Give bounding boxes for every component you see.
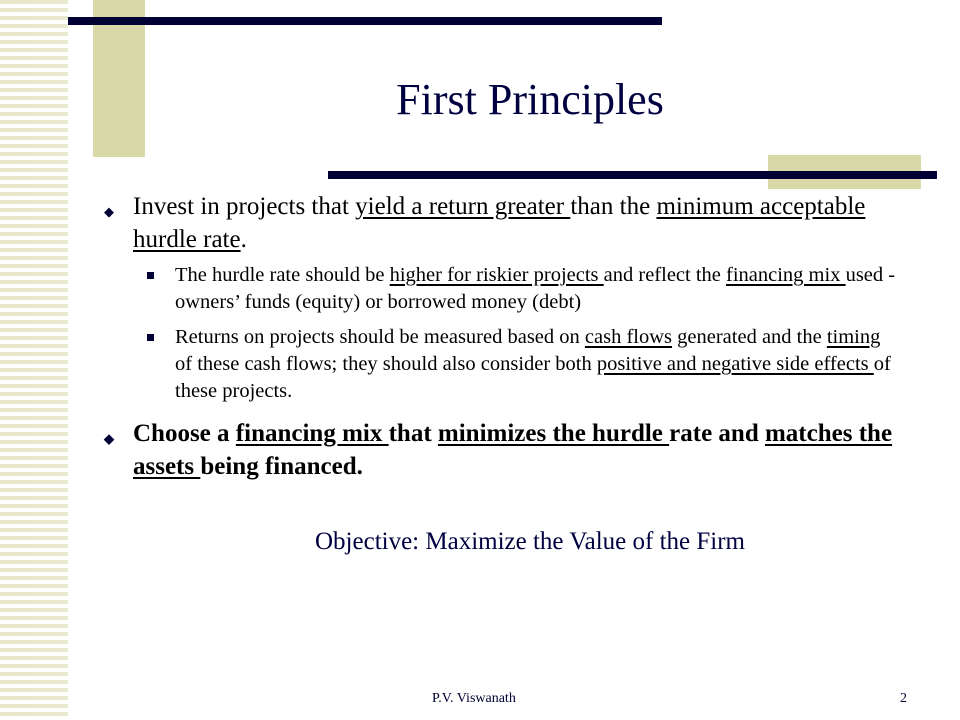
underlined-text: financing mix [726,264,846,286]
text-run: Returns on projects should be measured based on [175,326,585,348]
decorative-line-right [328,171,937,179]
decorative-line-top [68,17,662,25]
sub-bullet-item [100,324,900,405]
underlined-text: minimizes the hurdle [437,420,670,447]
diamond-bullet-icon: ◆ [104,431,114,446]
text-run: The hurdle rate should be [175,264,390,286]
bullet-item [100,417,900,483]
text-run: generated and the [672,326,827,348]
diamond-bullet-icon: ◆ [104,204,114,219]
text-run: and reflect the [603,264,727,286]
bullet-item [100,190,900,256]
underlined-text: minimum acceptable hurdle rate [133,193,866,253]
text-run: being financed. [200,453,363,480]
square-bullet-icon [147,272,154,279]
underlined-text: financing mix [235,420,389,447]
underlined-text: cash flows [584,326,673,348]
text-run: rate and [669,420,765,447]
text-run: Choose a [133,420,236,447]
page-number: 2 [900,691,907,706]
text-run: . [240,226,247,253]
text-run: used - owners’ funds (equity) or borrowed money (debt) [175,264,896,313]
slide-body [100,190,900,489]
objective-line: Objective: Maximize the Value of the Firm [315,528,745,555]
underlined-text: positive and negative side effects [596,353,874,375]
text-run: of these projects. [175,353,891,402]
sub-bullet-item [100,262,900,316]
text-run: that [388,420,438,447]
square-bullet-icon [147,334,154,341]
footer-author: P.V. Viswanath [432,691,516,706]
text-run: than the [570,193,657,220]
underlined-text: higher for riskier projects [389,264,604,286]
text-run: of these cash flows; they should also consider both [175,353,597,375]
text-run: Invest in projects that [133,193,356,220]
underlined-text: yield a return greater [355,193,571,220]
underlined-text: matches the assets [133,420,893,480]
slide-title: First Principles [396,75,664,124]
underlined-text: timing [826,326,881,348]
